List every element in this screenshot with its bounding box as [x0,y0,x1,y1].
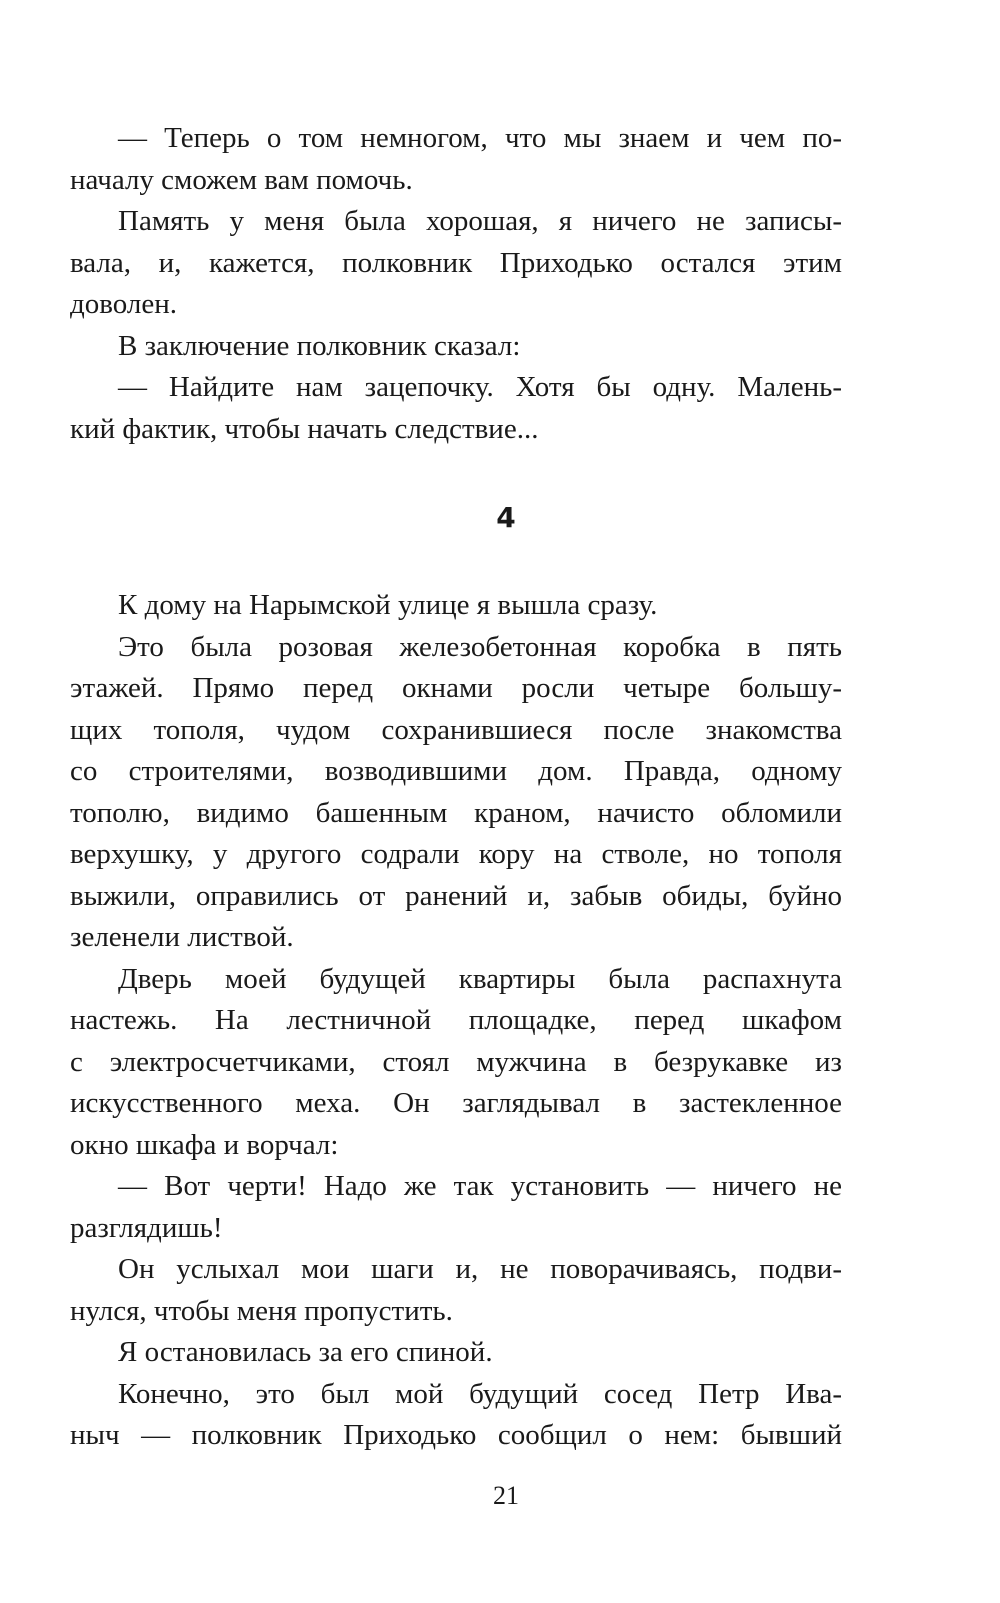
text-block-chapter-body [70,585,842,1457]
text-line: зеленели листвой. [70,921,294,953]
text-line: Я остановилась за его спиной. [118,1336,493,1368]
text-line: настежь. На лестничной площадке, перед шкафом [70,1004,842,1036]
page-number: 21 [493,1481,519,1510]
text-line: Память у меня была хорошая, я ничего не записы- [118,205,842,237]
text-line: с электросчетчиками, стоял мужчина в безрукавке из [70,1045,842,1078]
text-line: выжили, оправились от ранений и, забыв обиды, буйно [70,879,842,912]
text-line: окно шкафа и ворчал: [70,1128,339,1161]
text-block-before-chapter [70,118,842,450]
text-line: искусственного меха. Он заглядывал в застекленное [70,1087,842,1119]
text-line: — Теперь о том немногом, что мы знаем и чем по- [118,122,842,154]
text-line: Он услыхал мои шаги и, не поворачиваясь, подви- [118,1253,842,1285]
text-line: началу сможем вам помочь. [70,163,413,196]
text-line: ныч — полковник Приходько сообщил о нем: бывший [70,1419,842,1451]
text-line: В заключение полковник сказал: [118,329,521,362]
text-line: со строителями, возводившими дом. Правда, одному [70,755,842,787]
text-line: тополю, видимо башенным краном, начисто обломили [70,796,842,829]
text-line: Это была розовая железобетонная коробка в пять [118,630,842,663]
text-line: — Найдите нам зацепочку. Хотя бы одну. Малень- [118,371,842,403]
text-line: Дверь моей будущей квартиры была распахнута [118,962,842,995]
text-line: щих тополя, чудом сохранившиеся после знакомства [70,713,842,746]
text-line: разглядишь! [70,1211,223,1244]
text-line: этажей. Прямо перед окнами росли четыре большу- [70,672,842,704]
text-line: кий фактик, чтобы начать следствие... [70,412,539,445]
text-line: доволен. [70,288,177,320]
text-line: Конечно, это был мой будущий сосед Петр Ива- [118,1377,842,1410]
text-line: вала, и, кажется, полковник Приходько остался этим [70,246,842,279]
text-line: К дому на Нарымской улице я вышла сразу. [118,589,658,621]
chapter-number: 4 [496,501,516,534]
text-line: нулся, чтобы меня пропустить. [70,1294,453,1327]
text-line: верхушку, у другого содрали кору на стволе, но тополя [70,838,842,870]
text-line: — Вот черти! Надо же так установить — ничего не [118,1170,842,1202]
